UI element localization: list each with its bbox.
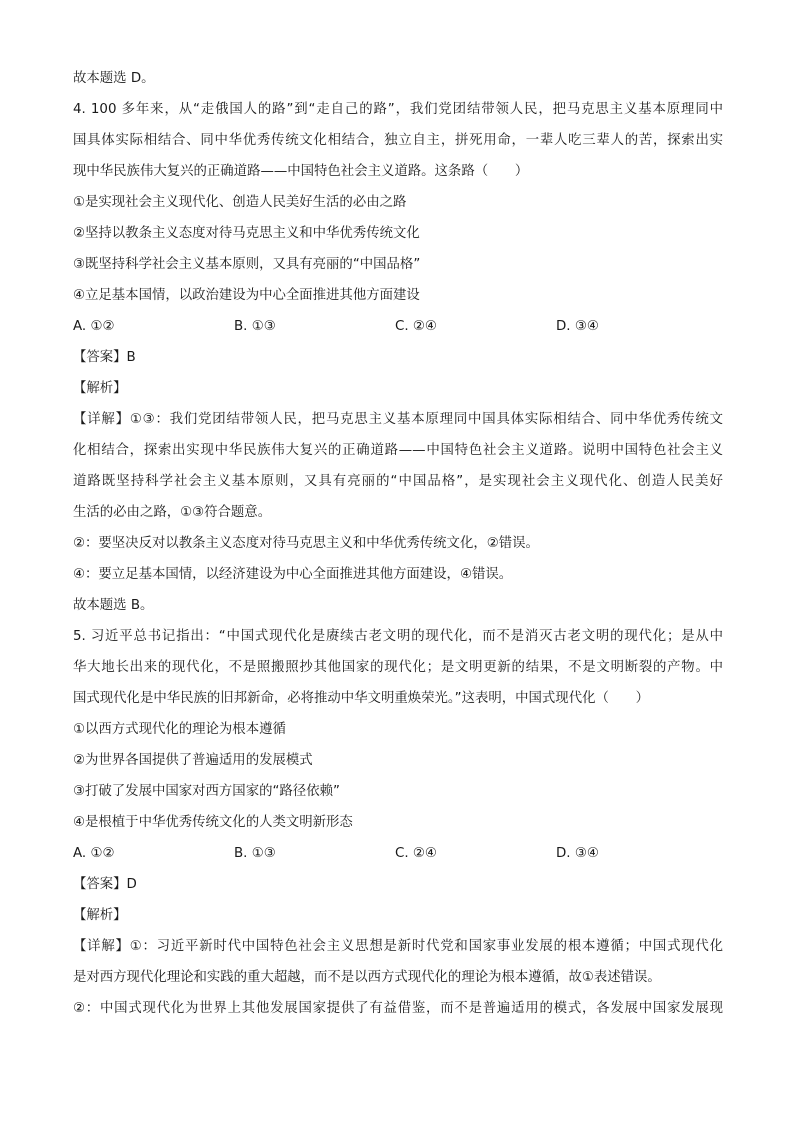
explanation-line: ②：中国式现代化为世界上其他发展国家提供了有益借鉴，而不是普遍适用的模式，各发展中国家发展现 [73,1001,723,1016]
statement-2: ②坚持以教条主义态度对待马克思主义和中华优秀传统文化 [73,226,420,241]
question-5-options [73,838,723,869]
question-5-stem: 5. 习近平总书记指出：“中国式现代化是赓续古老文明的现代化，而不是消灭古老文明的现代化；是从中 [73,629,723,644]
answer-label: 【答案】D [73,877,137,892]
explanation-line: 【详解】①：习近平新时代中国特色社会主义思想是新时代党和国家事业发展的根本遵循；中国式现代化 [73,939,723,954]
analysis-label: 【解析】 [73,908,127,923]
explanation-line: ②：要坚决反对以教条主义态度对待马克思主义和中华优秀传统文化，②错误。 [73,536,539,551]
option-c: C. ②④ [395,319,437,334]
question-4-stem: 现中华民族伟大复兴的正确道路——中国特色社会主义道路。这条路（ ） [73,164,529,179]
option-a: A. ①② [73,846,115,861]
explanation-line: 是对西方现代化理论和实践的重大超越，而不是以西方式现代化的理论为根本遵循，故①表述错误。 [73,970,661,985]
explanation-line: 道路既坚持科学社会主义基本原则，又具有亮丽的“中国品格”，是实现社会主义现代化、创造人民美好 [73,474,723,489]
option-a: A. ①② [73,319,115,334]
statement-3: ③既坚持科学社会主义基本原则，又具有亮丽的“中国品格” [73,257,421,272]
statement-1: ①以西方式现代化的理论为根本遵循 [73,722,286,737]
question-4-options [73,311,723,342]
statement-4: ④立足基本国情，以政治建设为中心全面推进其他方面建设 [73,288,420,303]
statement-1: ①是实现社会主义现代化、创造人民美好生活的必由之路 [73,195,407,210]
option-c: C. ②④ [395,846,437,861]
text-line: 故本题选 D。 [73,71,155,86]
explanation-line: 【详解】①③：我们党团结带领人民，把马克思主义基本原理同中国具体实际相结合、同中华优秀传统文 [73,412,723,427]
statement-2: ②为世界各国提供了普遍适用的发展模式 [73,753,313,768]
option-d: D. ③④ [556,846,599,861]
document-body [73,63,723,1024]
text-line: 故本题选 B。 [73,598,154,613]
option-b: B. ①③ [234,319,276,334]
question-4-stem: 4. 100 多年来，从“走俄国人的路”到“走自己的路”，我们党团结带领人民，把马克思主义基本原理同中 [73,102,723,117]
explanation-line: 化相结合，探索出实现中华民族伟大复兴的正确道路——中国特色社会主义道路。说明中国特色社会主义 [73,443,723,458]
explanation-line: 生活的必由之路，①③符合题意。 [73,505,272,520]
explanation-line: ④：要立足基本国情，以经济建设为中心全面推进其他方面建设，④错误。 [73,567,513,582]
option-d: D. ③④ [556,319,599,334]
option-b: B. ①③ [234,846,276,861]
question-4-stem: 国具体实际相结合、同中华优秀传统文化相结合，独立自主，拼死用命，一辈人吃三辈人的苦，探索出实 [73,133,723,148]
question-5-stem: 国式现代化是中华民族的旧邦新命，必将推动中华文明重焕荣光。”这表明，中国式现代化（ ） [73,691,650,706]
answer-label: 【答案】B [73,350,136,365]
question-5-stem: 华大地长出来的现代化，不是照搬照抄其他国家的现代化；是文明更新的结果，不是文明断裂的产物。中 [73,660,723,675]
statement-3: ③打破了发展中国家对西方国家的“路径依赖” [73,784,340,799]
analysis-label: 【解析】 [73,381,127,396]
statement-4: ④是根植于中华优秀传统文化的人类文明新形态 [73,815,353,830]
